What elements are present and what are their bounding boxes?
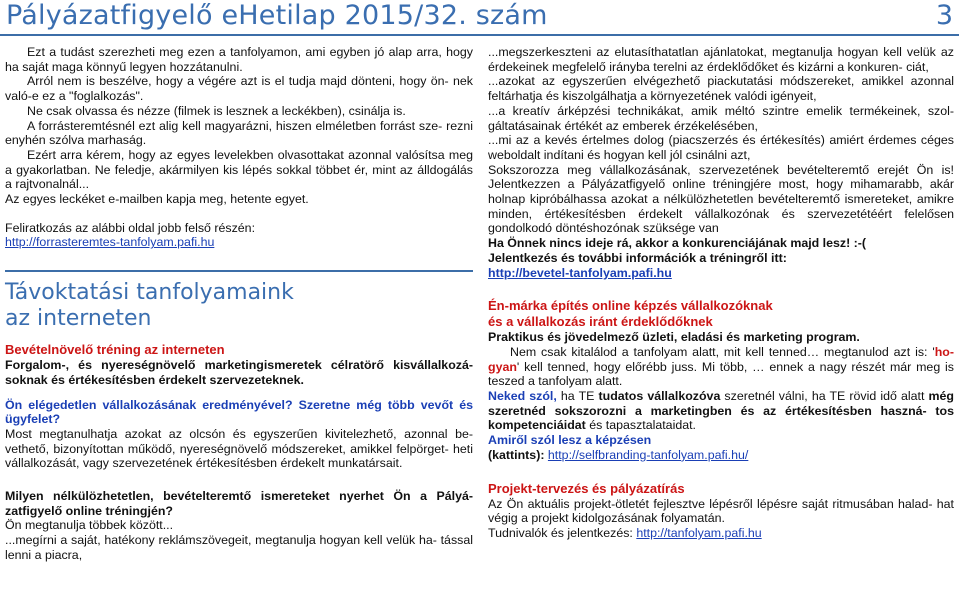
link-label: (kattints):: [488, 447, 545, 462]
body-paragraph-bold: Ha Önnek nincs ideje rá, akkor a konkurenciájának majd lesz! :-(: [488, 236, 867, 251]
body-paragraph: [488, 345, 954, 389]
selfbranding-link[interactable]: http://selfbranding-tanfolyam.pafi.hu/: [547, 447, 749, 462]
bold-text: még szeretnéd sokszorozni a marketingben és az értékesítésben haszná- tos kompetenciáidat: [488, 389, 954, 433]
intro-paragraph: Az egyes leckéket e-mailben kapja meg, hetente egyet.: [5, 192, 309, 207]
body-paragraph: Ön megtanulja többek között...: [5, 518, 174, 533]
course-heading: Én-márka építés online képzés vállalkozóknak: [488, 298, 773, 314]
right-column: [488, 45, 954, 541]
body-paragraph: Az Ön aktuális projekt-ötletét fejlesztve lépésről lépésre saját ritmusában halad- hat végig a projekt kidolgozásának folyamatán.: [488, 496, 954, 526]
page-number: 3: [935, 0, 953, 31]
page-title: Pályázatfigyelő eHetilap 2015/32. szám: [6, 0, 548, 31]
intro-paragraph: Ne csak olvassa és nézze (filmek is lesznek a leckékben), csinálja is.: [27, 103, 406, 118]
link-label: Amiről szól lesz a képzésen: [488, 433, 652, 448]
body-paragraph-bold: Milyen nélkülözhetetlen, bevételteremtő ismereteket nyerhet Ön a Pályá- zatfigyelő online tréningjén?: [5, 489, 473, 518]
highlight-text: ho- gyan: [488, 344, 954, 374]
intro-paragraph: Ezért arra kérem, hogy az egyes levelekben olvasottakat azonnal valósítsa meg a gyakorlatban. Ne feledje, akármilyen kis lépés sokkal többet ér, mint az álldogálás a rajtvonalnál...: [5, 147, 473, 192]
text-span: ' kell tenned, hogy előrébb juss. Mi több, … ennek a nagy részét már meg is teszed a tanfolyam alatt.: [488, 359, 954, 389]
section-title: Távoktatási tanfolyamaink: [5, 280, 294, 306]
link-line: [488, 526, 954, 541]
course-heading: Bevételnövelő tréning az interneten: [5, 342, 225, 358]
section-divider: [5, 270, 473, 272]
page-header: [0, 0, 959, 36]
body-paragraph: ...megírni a saját, hatékony reklámszövegeit, megtanulja hogyan kell velük ha- tással lenni a piacra,: [5, 533, 473, 562]
bold-text: tudatos vállalkozóva: [598, 389, 721, 404]
signup-link[interactable]: http://forrasteremtes-tanfolyam.pafi.hu: [5, 235, 215, 250]
course-subtitle: Praktikus és jövedelmező üzleti, eladási és marketing program.: [488, 330, 860, 345]
body-paragraph: Sokszorozza meg vállalkozásának, szervezetének bevételteremtő erejét Ön is! Jelentkezzen a Pályázatfigyelő online tréningjére most, hogy mihamarabb, akár holnap kipróbálhassa azokat a nélkülözhetetlen bevételteremtő ismereteket, amikre minden, értékesítésben érdekelt vállalkozónak és szervezetétéért felelősen gondolkodó döntéshozónak szüksége van: [488, 162, 954, 236]
body-paragraph: [488, 389, 954, 433]
signup-text: Feliratkozás az alábbi oldal jobb felső részén:: [5, 220, 256, 235]
highlight-text: Neked szól,: [488, 389, 557, 404]
text-span: Nem csak kitalálod a tanfolyam alatt, mit kell tenned… megtanulod azt is: ': [510, 344, 935, 359]
left-column: [5, 45, 473, 563]
section-title: az interneten: [5, 306, 152, 332]
training-link[interactable]: http://bevetel-tanfolyam.pafi.hu: [488, 265, 672, 280]
course-description: Forgalom-, és nyereségnövelő marketingismeretek célratörő kisvállalkozá- soknak és értékesítésben érdekelt szervezeteknek.: [5, 358, 473, 387]
link-line: [488, 448, 954, 463]
list-item: ...megszerkeszteni az elutasíthatatlan ajánlatokat, megtanulja hogyan kell velük az érdekeinek megfelelő irányba terelni az érdeklődőket és kizárni a konkuren- ciát,: [488, 45, 954, 74]
text-span: szeretnél válni, ha TE rövid idő alatt: [720, 389, 929, 404]
question-text: Ön elégedetlen vállalkozásának eredményével? Szeretne még több vevőt és ügyfelet?: [5, 397, 473, 427]
course-heading: és a vállalkozás iránt érdeklődőknek: [488, 314, 713, 330]
text-span: ha TE: [556, 389, 599, 404]
project-link[interactable]: http://tanfolyam.pafi.hu: [636, 525, 762, 540]
list-item: ...azokat az egyszerűen elvégezhető piackutatási módszereket, amikkel azonnal feltárhatja és kiszolgálhatja a környezetének valódi igényeit,: [488, 74, 954, 104]
intro-paragraph: Arról nem is beszélve, hogy a végére azt is el tudja majd dönteni, hogy ön- nek való-e ez a "foglalkozás".: [5, 74, 473, 104]
link-label: Tudnivalók és jelentkezés:: [488, 525, 637, 540]
body-paragraph-bold: Jelentkezés és további információk a tréningről itt:: [488, 250, 787, 265]
body-paragraph: Most megtanulhatja azokat az olcsón és egyszerűen kivitelezhető, azonnal be- vethető, bizonyítottan működő, nyereségnövelő módszereket, amikkel felpörget- heti vállalkozását, vagy szervezetének értékesítésben érdekelt munkatársait.: [5, 426, 473, 471]
intro-paragraph: A forrásteremtésnél ezt alig kell magyarázni, hiszen elméletben forrást sze- rezni enyhén szólva marhaság.: [5, 118, 473, 148]
intro-paragraph: Ezt a tudást szerezheti meg ezen a tanfolyamon, ami egyben jó alap arra, hogy ha saját maga könnyű legyen hozzátanulni.: [5, 45, 473, 74]
course-heading: Projekt-tervezés és pályázatírás: [488, 480, 685, 496]
text-span: és tapasztalataidat.: [585, 418, 696, 433]
list-item: ...a kreatív árképzési technikákat, amik méltó szintre emelik termékeinek, szol- gáltatásainak értékét az emberek érzékelésében,: [488, 103, 954, 133]
list-item: ...mi az a kevés értelmes dolog (piacszerzés és értékesítés) amiért érdemes céges weboldalt indítani és hogyan kell jól csinálni azt,: [488, 133, 954, 162]
